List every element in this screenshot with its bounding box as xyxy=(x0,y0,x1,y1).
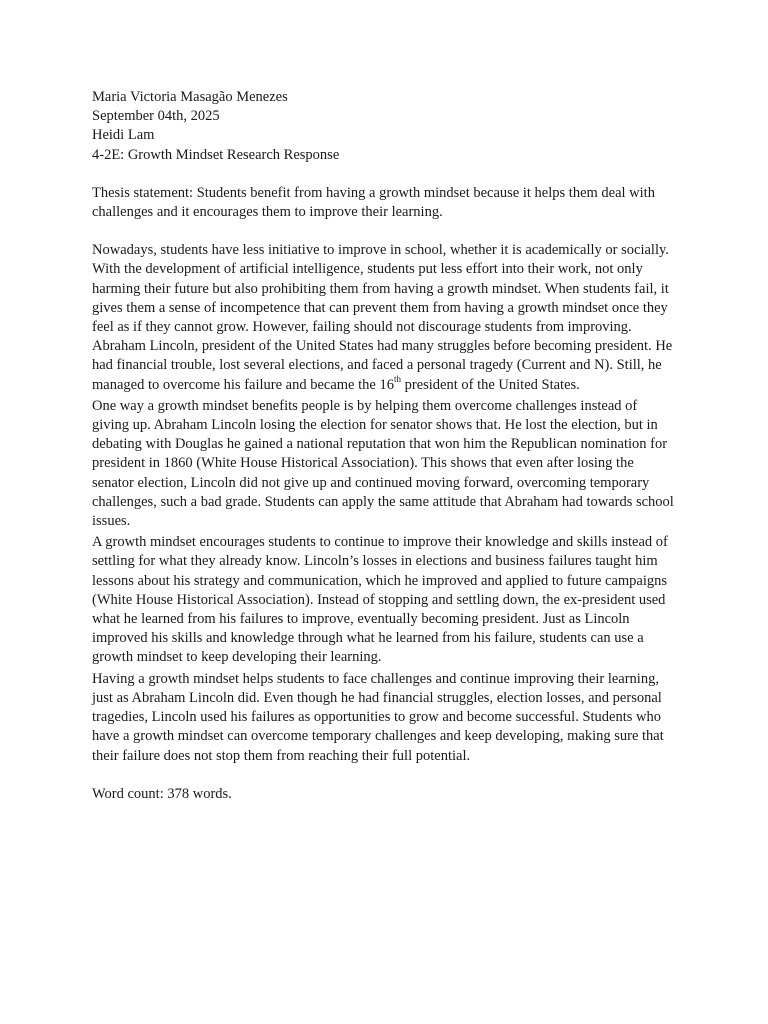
body-paragraph-2: A growth mindset encourages students to continue to improve their knowledge and skills instead of settling for what they already know. Lincoln’s losses in elections and business failures taught him lessons about his strategy and communication, which he improved and applied to future campaigns (White House Historical Association). Instead of stopping and settling down, the ex-president used what he learned from his failures to improve, eventually becoming president. Just as Lincoln improved his skills and knowledge through what he learned from his failure, students can use a growth mindset to keep developing their learning. xyxy=(92,534,668,666)
thesis-statement: Thesis statement: Students benefit from having a growth mindset because it helps them deal with challenges and it encourages them to improve their learning. xyxy=(92,184,655,221)
author-name: Maria Victoria Masagão Menezes xyxy=(92,89,288,105)
assignment-title: 4-2E: Growth Mindset Research Response xyxy=(92,146,340,163)
intro-paragraph xyxy=(92,241,676,395)
intro-text-end: president of the United States. xyxy=(400,376,580,393)
date-line: September 04th, 2025 xyxy=(92,108,220,125)
ordinal-superscript: th xyxy=(393,373,401,384)
intro-text: Nowadays, students have less initiative to improve in school, whether it is academically or socially. With the development of artificial intelligence, students put less effort into their work, not only harming their future but also prohibiting them from having a growth mindset. When students fail, it gives them a sense of incompetence that can prevent them from having a growth mindset once they feel as if they cannot grow. However, failing should not discourage students from improving. Abraham Lincoln, president of the United States had many struggles before becoming president. He had financial trouble, lost several elections, and faced a personal tragedy (Current and N). Still, he managed to overcome his failure and became the 16 xyxy=(92,242,673,393)
header-block xyxy=(92,88,676,165)
instructor-name: Heidi Lam xyxy=(92,127,155,144)
body-paragraph-1: One way a growth mindset benefits people is by helping them overcome challenges instead of giving up. Abraham Lincoln losing the election for senator shows that. He lost the election, but in debating with Douglas he gained a national reputation that won him the Republican nomination for president in 1860 (White House Historical Association). This shows that even after losing the senator election, Lincoln did not give up and continued moving forward, overcoming temporary challenges, such a bad grade. Students can apply the same attitude that Abraham had towards school issues. xyxy=(92,397,674,530)
conclusion-paragraph: Having a growth mindset helps students to face challenges and continue improving their learning, just as Abraham Lincoln did. Even though he had financial struggles, election losses, and personal tragedies, Lincoln used his failures as opportunities to grow and become successful. Students who have a growth mindset can overcome temporary challenges and keep developing, making sure that their failure does not stop them from reaching their full potential. xyxy=(92,670,664,764)
word-count: Word count: 378 words. xyxy=(92,785,232,802)
